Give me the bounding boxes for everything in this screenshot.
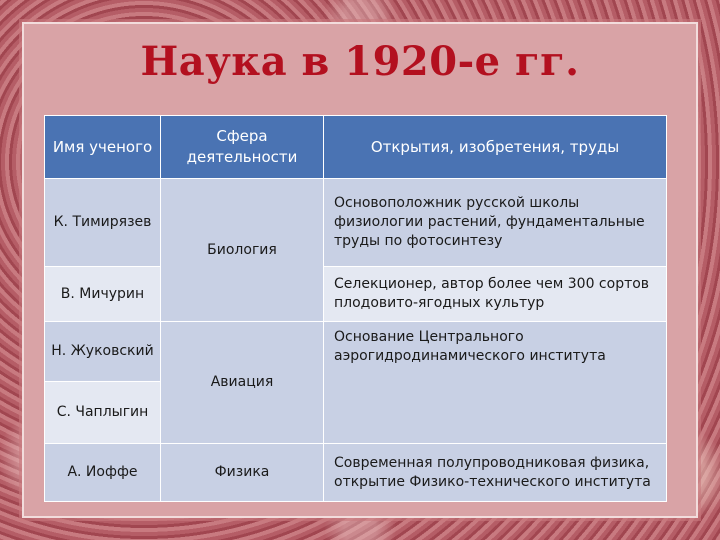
table-header-row (45, 116, 667, 179)
scientist-name: Н. Жуковский (45, 322, 161, 382)
table-row (45, 267, 667, 322)
slide-title: Наука в 1920-е гг. (140, 38, 580, 85)
discovery-text: Современная полупроводниковая физика, открытие Физико-технического института (324, 444, 667, 502)
scientist-name: В. Мичурин (45, 267, 161, 322)
scientist-name: С. Чаплыгин (45, 382, 161, 444)
header-discoveries: Открытия, изобретения, труды (324, 116, 667, 179)
table-row (45, 179, 667, 267)
field-of-activity: Авиация (161, 322, 324, 444)
discovery-text: Основоположник русской школы физиологии растений, фундаментальные труды по фотосинтезу (324, 179, 667, 267)
header-scientist-name: Имя ученого (45, 116, 161, 179)
field-of-activity: Физика (161, 444, 324, 502)
discovery-text: Селекционер, автор более чем 300 сортов плодовито-ягодных культур (324, 267, 667, 322)
header-field: Сфера деятельности (161, 116, 324, 179)
scientist-name: К. Тимирязев (45, 179, 161, 267)
scientists-table (44, 115, 667, 502)
field-of-activity: Биология (161, 179, 324, 322)
discovery-text: Основание Центрального аэрогидродинамического института (324, 322, 667, 444)
scientist-name: А. Иоффе (45, 444, 161, 502)
table-row (45, 322, 667, 382)
table-row (45, 444, 667, 502)
